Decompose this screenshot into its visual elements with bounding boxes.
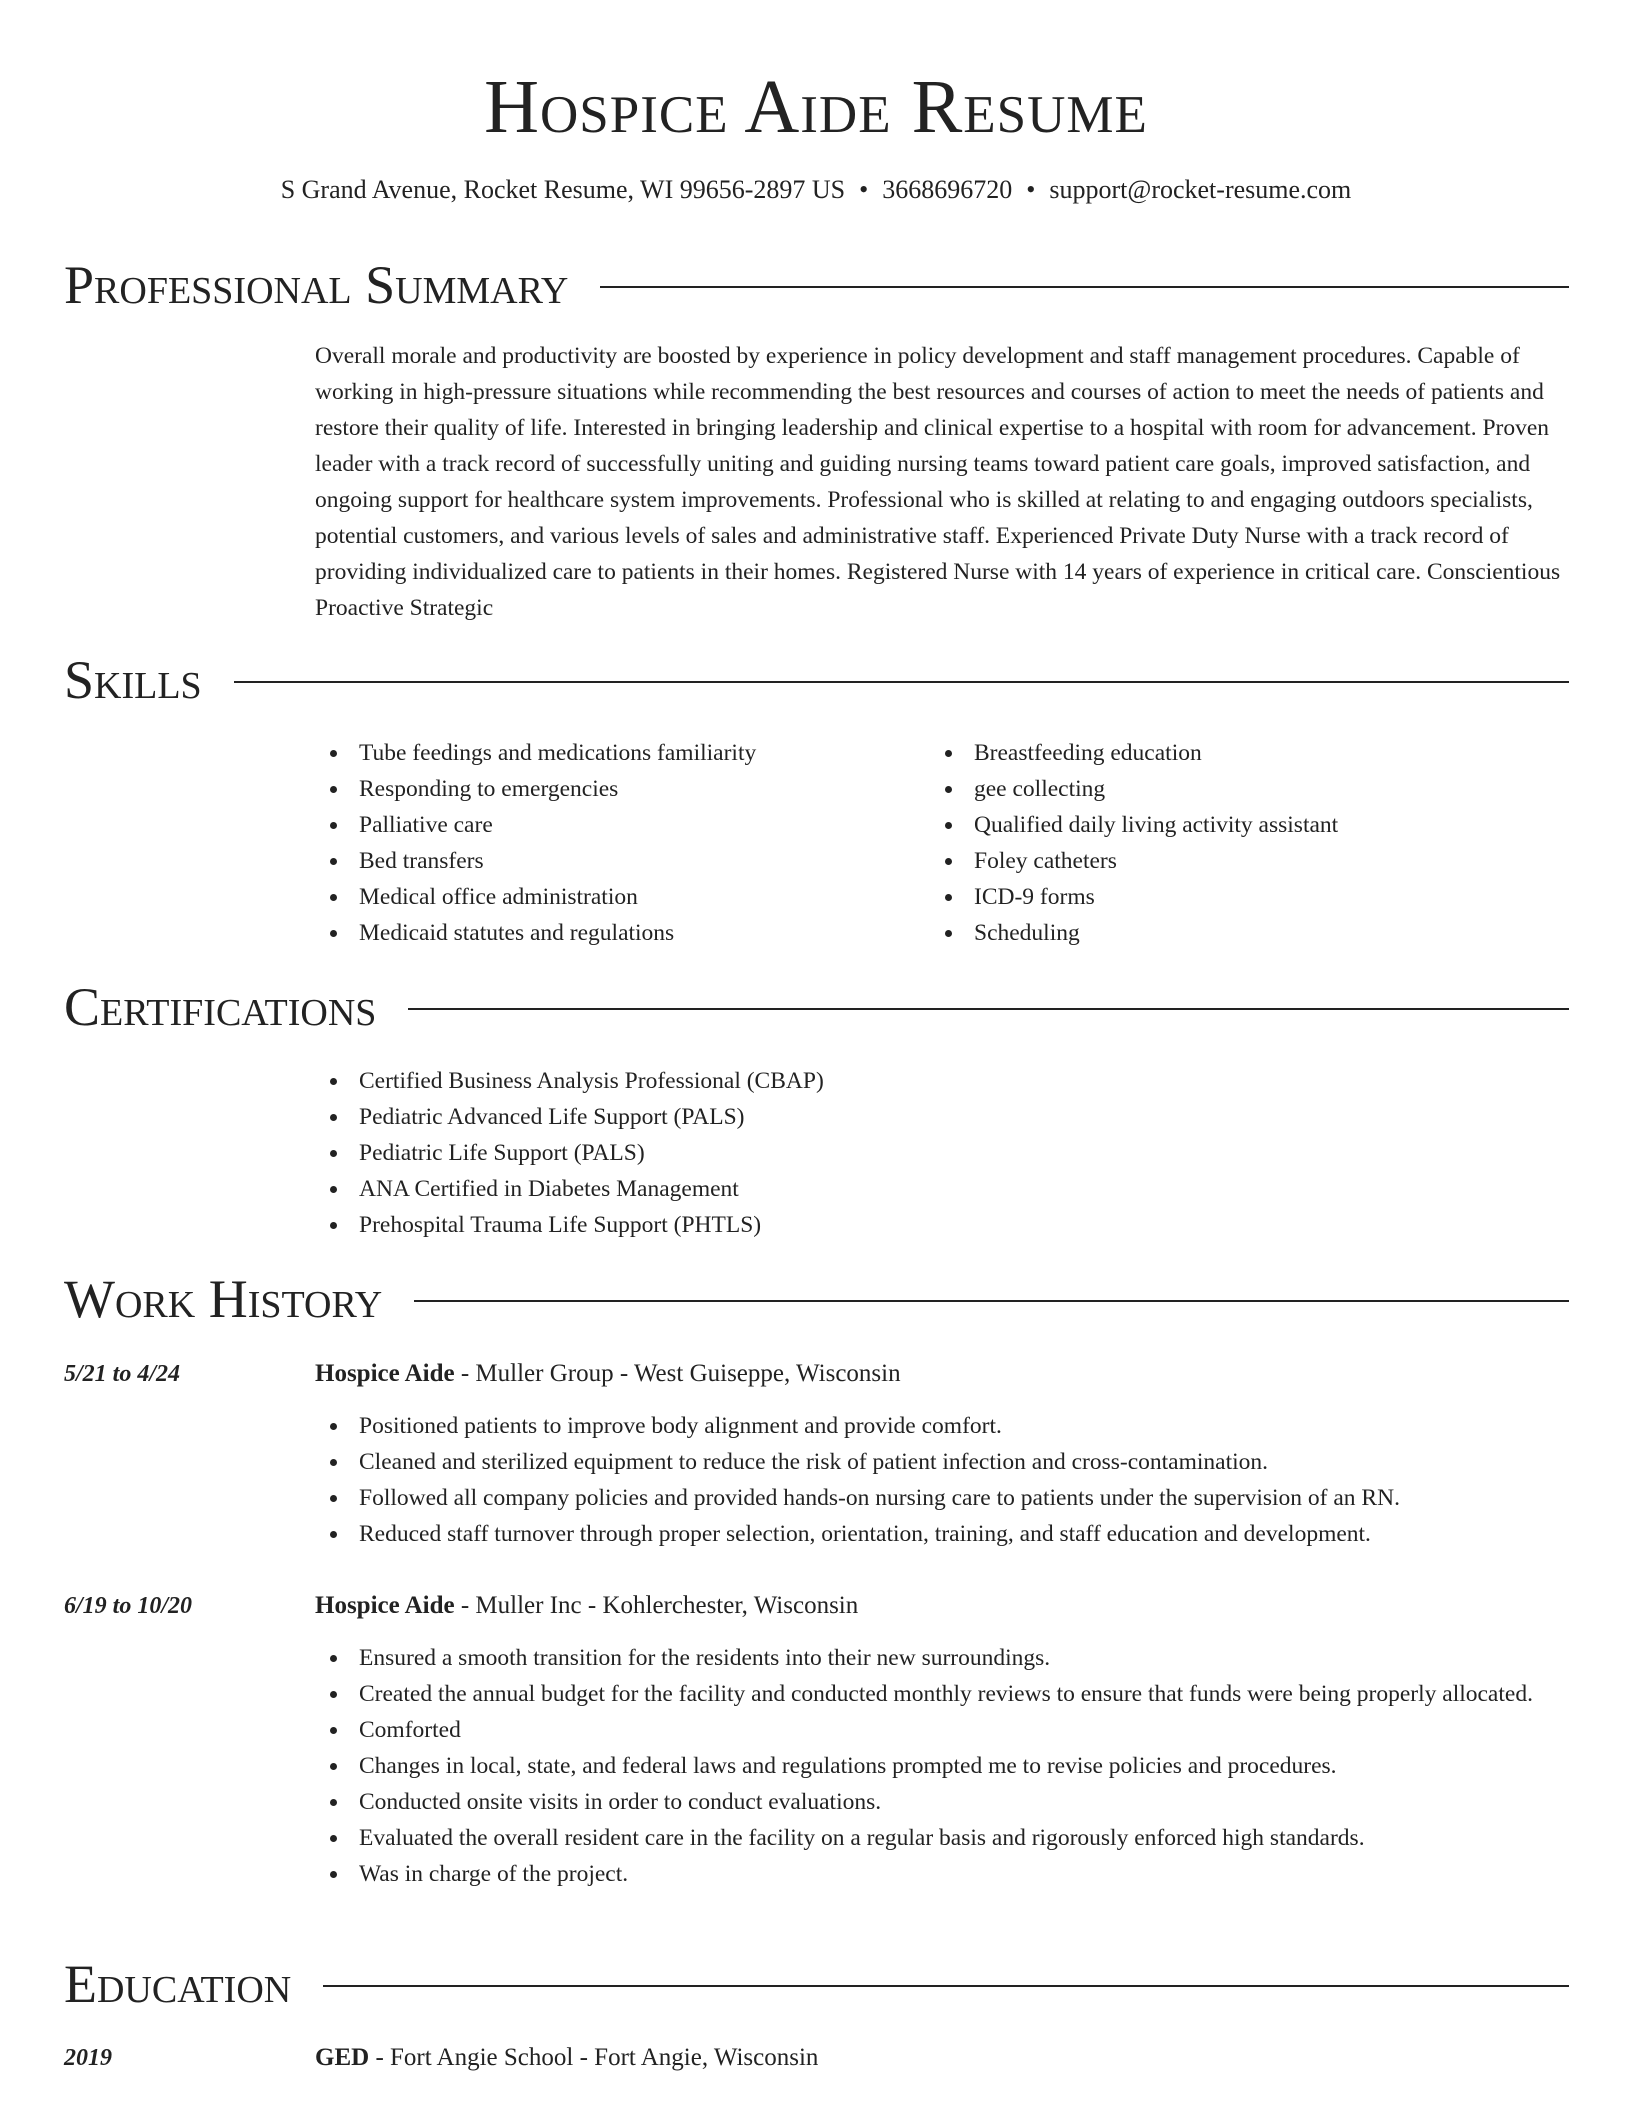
- list-item: Foley catheters: [930, 843, 1570, 879]
- list-item: Tube feedings and medications familiarity: [315, 735, 915, 771]
- job-employer: - Muller Group - West Guiseppe, Wisconsin: [454, 1360, 901, 1387]
- list-item: Ensured a smooth transition for the residents into their new surroundings.: [315, 1640, 1570, 1676]
- separator-dot: •: [859, 175, 869, 204]
- section-header-work: [64, 1267, 1569, 1331]
- address: S Grand Avenue, Rocket Resume, WI 99656-2897 US: [280, 175, 846, 204]
- section-title: Work History: [64, 1269, 383, 1329]
- skills-column-left: [315, 735, 915, 951]
- list-item: Changes in local, state, and federal laws and regulations prompted me to revise policies and procedures.: [315, 1748, 1570, 1784]
- list-item: Qualified daily living activity assistant: [930, 807, 1570, 843]
- skills-column-right: [930, 735, 1570, 951]
- section-title: Certifications: [64, 977, 377, 1037]
- section-title: Education: [64, 1954, 292, 2014]
- section-rule: [323, 1985, 1569, 1987]
- education-heading: [315, 2040, 1570, 2076]
- list-item: Followed all company policies and provided hands-on nursing care to patients under the supervision of an RN.: [315, 1480, 1570, 1516]
- job-dates: 6/19 to 10/20: [64, 1593, 193, 1619]
- section-rule: [414, 1300, 1569, 1302]
- section-title: Skills: [64, 650, 202, 710]
- education-degree: GED: [315, 2044, 370, 2071]
- education-school: - Fort Angie School - Fort Angie, Wisconsin: [369, 2044, 819, 2071]
- list-item: Comforted: [315, 1712, 1570, 1748]
- list-item: Medical office administration: [315, 879, 915, 915]
- section-header-skills: [64, 648, 1569, 712]
- education-year: 2019: [64, 2045, 112, 2071]
- email: support@rocket-resume.com: [1049, 175, 1352, 204]
- resume-title: Hospice Aide Resume: [484, 65, 1148, 149]
- certifications-list: [315, 1063, 1570, 1243]
- phone: 3668696720: [882, 175, 1013, 204]
- list-item: Pediatric Life Support (PALS): [315, 1135, 1570, 1171]
- list-item: Created the annual budget for the facility and conducted monthly reviews to ensure that funds were being properly allocated.: [315, 1676, 1570, 1712]
- list-item: Reduced staff turnover through proper selection, orientation, training, and staff education and development.: [315, 1516, 1570, 1552]
- list-item: Breastfeeding education: [930, 735, 1570, 771]
- list-item: ANA Certified in Diabetes Management: [315, 1171, 1570, 1207]
- separator-dot: •: [1026, 175, 1036, 204]
- list-item: Was in charge of the project.: [315, 1856, 1570, 1892]
- list-item: Palliative care: [315, 807, 915, 843]
- section-header-summary: [64, 253, 1569, 317]
- list-item: Scheduling: [930, 915, 1570, 951]
- list-item: Prehospital Trauma Life Support (PHTLS): [315, 1207, 1570, 1243]
- contact-line: [0, 172, 1632, 208]
- job-employer: - Muller Inc - Kohlerchester, Wisconsin: [454, 1592, 859, 1619]
- list-item: Cleaned and sterilized equipment to reduce the risk of patient infection and cross-contamination.: [315, 1444, 1570, 1480]
- job-duties: [315, 1640, 1570, 1892]
- list-item: ICD-9 forms: [930, 879, 1570, 915]
- section-rule: [408, 1008, 1569, 1010]
- list-item: Responding to emergencies: [315, 771, 915, 807]
- list-item: Conducted onsite visits in order to conduct evaluations.: [315, 1784, 1570, 1820]
- list-item: Positioned patients to improve body alignment and provide comfort.: [315, 1408, 1570, 1444]
- summary-text: Overall morale and productivity are boosted by experience in policy development and staff management procedures. Capable of working in high-pressure situations while recommending the best resources and courses of action to meet the needs of patients and restore their quality of life. Interested in bringing leadership and clinical expertise to a hospital with room for advancement. Proven leader with a track record of successfully uniting and guiding nursing teams toward patient care goals, improved satisfaction, and ongoing support for healthcare system improvements. Professional who is skilled at relating to and engaging outdoors specialists, potential customers, and various levels of sales and administrative staff. Experienced Private Duty Nurse with a track record of providing individualized care to patients in their homes. Registered Nurse with 14 years of experience in critical care. Conscientious Proactive Strategic: [315, 343, 1561, 621]
- job-dates: 5/21 to 4/24: [64, 1361, 181, 1387]
- list-item: Certified Business Analysis Professional (CBAP): [315, 1063, 1570, 1099]
- section-title: Professional Summary: [64, 255, 569, 315]
- section-rule: [600, 286, 1569, 288]
- section-header-education: [64, 1952, 1569, 2016]
- job-heading: [315, 1588, 1570, 1624]
- section-header-certifications: [64, 975, 1569, 1039]
- list-item: Medicaid statutes and regulations: [315, 915, 915, 951]
- list-item: Pediatric Advanced Life Support (PALS): [315, 1099, 1570, 1135]
- list-item: Bed transfers: [315, 843, 915, 879]
- job-title: Hospice Aide: [315, 1592, 455, 1619]
- job-heading: [315, 1356, 1570, 1392]
- list-item: gee collecting: [930, 771, 1570, 807]
- job-duties: [315, 1408, 1570, 1552]
- job-title: Hospice Aide: [315, 1360, 455, 1387]
- list-item: Evaluated the overall resident care in the facility on a regular basis and rigorously enforced high standards.: [315, 1820, 1570, 1856]
- section-rule: [234, 681, 1569, 683]
